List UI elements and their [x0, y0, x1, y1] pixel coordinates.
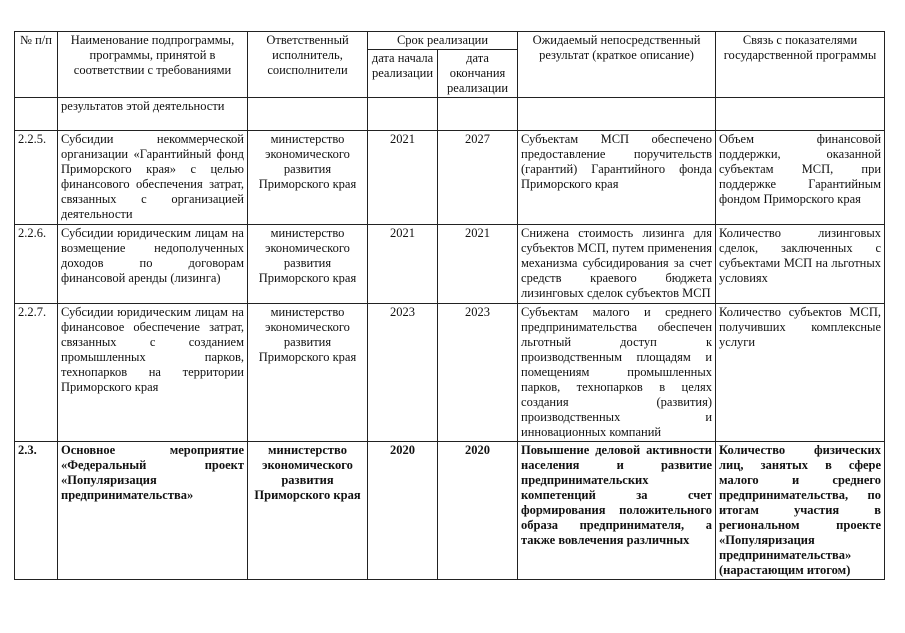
program-table	[14, 31, 885, 580]
row-executor: министерство экономического развития Приморского края	[248, 442, 368, 580]
header-end: дата окончания реализации	[438, 50, 518, 98]
row-result: Снижена стоимость лизинга для субъектов МСП, путем применения механизма субсидирования за счет средств краевого бюджета лизинговых сделок субъектов МСП	[518, 225, 716, 304]
table-row	[15, 131, 885, 225]
header-link: Связь с показателями государственной программы	[716, 32, 885, 98]
row-executor: министерство экономического развития Приморского края	[248, 225, 368, 304]
row-result: Субъектам МСП обеспечено предоставление поручительств (гарантий) Гарантийного фонда Приморского края	[518, 131, 716, 225]
table-header-row	[15, 32, 885, 50]
table-row-main-activity	[15, 442, 885, 580]
row-result: Повышение деловой активности населения и развитие предпринимательских компетенций за счет формирования положительного образа предпринимателя, а также вовлечения различных	[518, 442, 716, 580]
row-link: Количество физических лиц, занятых в сфере малого и среднего предпринимательства, по итогам участия в региональном проекте «Популяризация предпринимательства» (нарастающим итогом)	[716, 442, 885, 580]
row-link: Количество субъектов МСП, получивших комплексные услуги	[716, 304, 885, 442]
row-end: 2020	[438, 442, 518, 580]
row-num: 2.3.	[15, 442, 58, 580]
row-start: 2021	[368, 225, 438, 304]
header-result: Ожидаемый непосредственный результат (краткое описание)	[518, 32, 716, 98]
header-executor: Ответственный исполнитель, соисполнители	[248, 32, 368, 98]
row-end: 2027	[438, 131, 518, 225]
row-name: результатов этой деятельности	[58, 98, 248, 131]
row-num	[15, 98, 58, 131]
row-executor: министерство экономического развития Приморского края	[248, 131, 368, 225]
row-executor	[248, 98, 368, 131]
row-name: Субсидии некоммерческой организации «Гарантийный фонд Приморского края» с целью финансового обеспечения затрат, связанных с организацией деятельности	[58, 131, 248, 225]
header-period: Срок реализации	[368, 32, 518, 50]
row-result	[518, 98, 716, 131]
row-start: 2020	[368, 442, 438, 580]
row-start: 2023	[368, 304, 438, 442]
row-num: 2.2.7.	[15, 304, 58, 442]
row-name: Субсидии юридическим лицам на финансовое обеспечение затрат, связанных с созданием промышленных парков, технопарков на территории Приморского края	[58, 304, 248, 442]
row-link: Объем финансовой поддержки, оказанной субъектам МСП, при поддержке Гарантийным фондом Приморского края	[716, 131, 885, 225]
header-start: дата начала реализации	[368, 50, 438, 98]
row-num: 2.2.6.	[15, 225, 58, 304]
header-num: № п/п	[15, 32, 58, 98]
row-end: 2023	[438, 304, 518, 442]
row-result: Субъектам малого и среднего предпринимательства обеспечен льготный доступ к производственным площадям и помещениям промышленных парков, технопарков в целях создания (развития) производственных и инновационных компаний	[518, 304, 716, 442]
table-row	[15, 304, 885, 442]
row-end: 2021	[438, 225, 518, 304]
table-row	[15, 98, 885, 131]
row-name: Субсидии юридическим лицам на возмещение недополученных доходов по договорам финансовой аренды (лизинга)	[58, 225, 248, 304]
row-link	[716, 98, 885, 131]
row-start: 2021	[368, 131, 438, 225]
row-name: Основное мероприятие «Федеральный проект «Популяризация предпринимательства»	[58, 442, 248, 580]
row-start	[368, 98, 438, 131]
row-end	[438, 98, 518, 131]
row-executor: министерство экономического развития Приморского края	[248, 304, 368, 442]
row-link: Количество лизинговых сделок, заключенных с субъектами МСП на льготных условиях	[716, 225, 885, 304]
document-page	[14, 31, 885, 580]
table-row	[15, 225, 885, 304]
header-name: Наименование подпрограммы, программы, принятой в соответствии с требованиями	[58, 32, 248, 98]
row-num: 2.2.5.	[15, 131, 58, 225]
